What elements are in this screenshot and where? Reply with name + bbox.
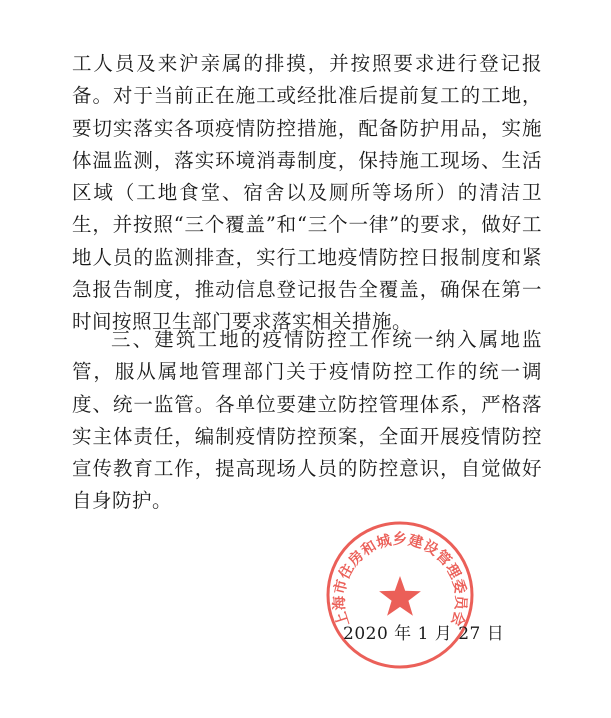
official-seal-stamp xyxy=(325,520,475,670)
svg-text:上海市住房和城乡建设管理委员会: 上海市住房和城乡建设管理委员会 xyxy=(330,531,470,629)
seal-star-icon xyxy=(379,576,421,616)
document-date: 2020 年 1 月 27 日 xyxy=(343,624,505,644)
paragraph-item-three: 三、建筑工地的疫情防控工作统一纳入属地监管，服从属地管理部门关于疫情防控工作的统一调度、统一监管。各单位要建立防控管理体系，严格落实主体责任，编制疫情防控预案，全面开展疫情防控宣传教育工作，提高现场人员的防控意识，自觉做好自身防护。 xyxy=(72,328,542,513)
paragraph-measures: 工人员及来沪亲属的排摸，并按照要求进行登记报备。对于当前正在施工或经批准后提前复工的工地，要切实落实各项疫情防控措施，配备防护用品，实施体温监测，落实环境消毒制度，保持施工现场、生活区域（工地食堂、宿舍以及厕所等场所）的清洁卫生，并按照“三个覆盖”和“三个一律”的要求，做好工地人员的监测排查，实行工地疫情防控日报制度和紧急报告制度，推动信息登记报告全覆盖，确保在第一时间按照卫生部门要求落实相关措施。 xyxy=(72,52,542,334)
